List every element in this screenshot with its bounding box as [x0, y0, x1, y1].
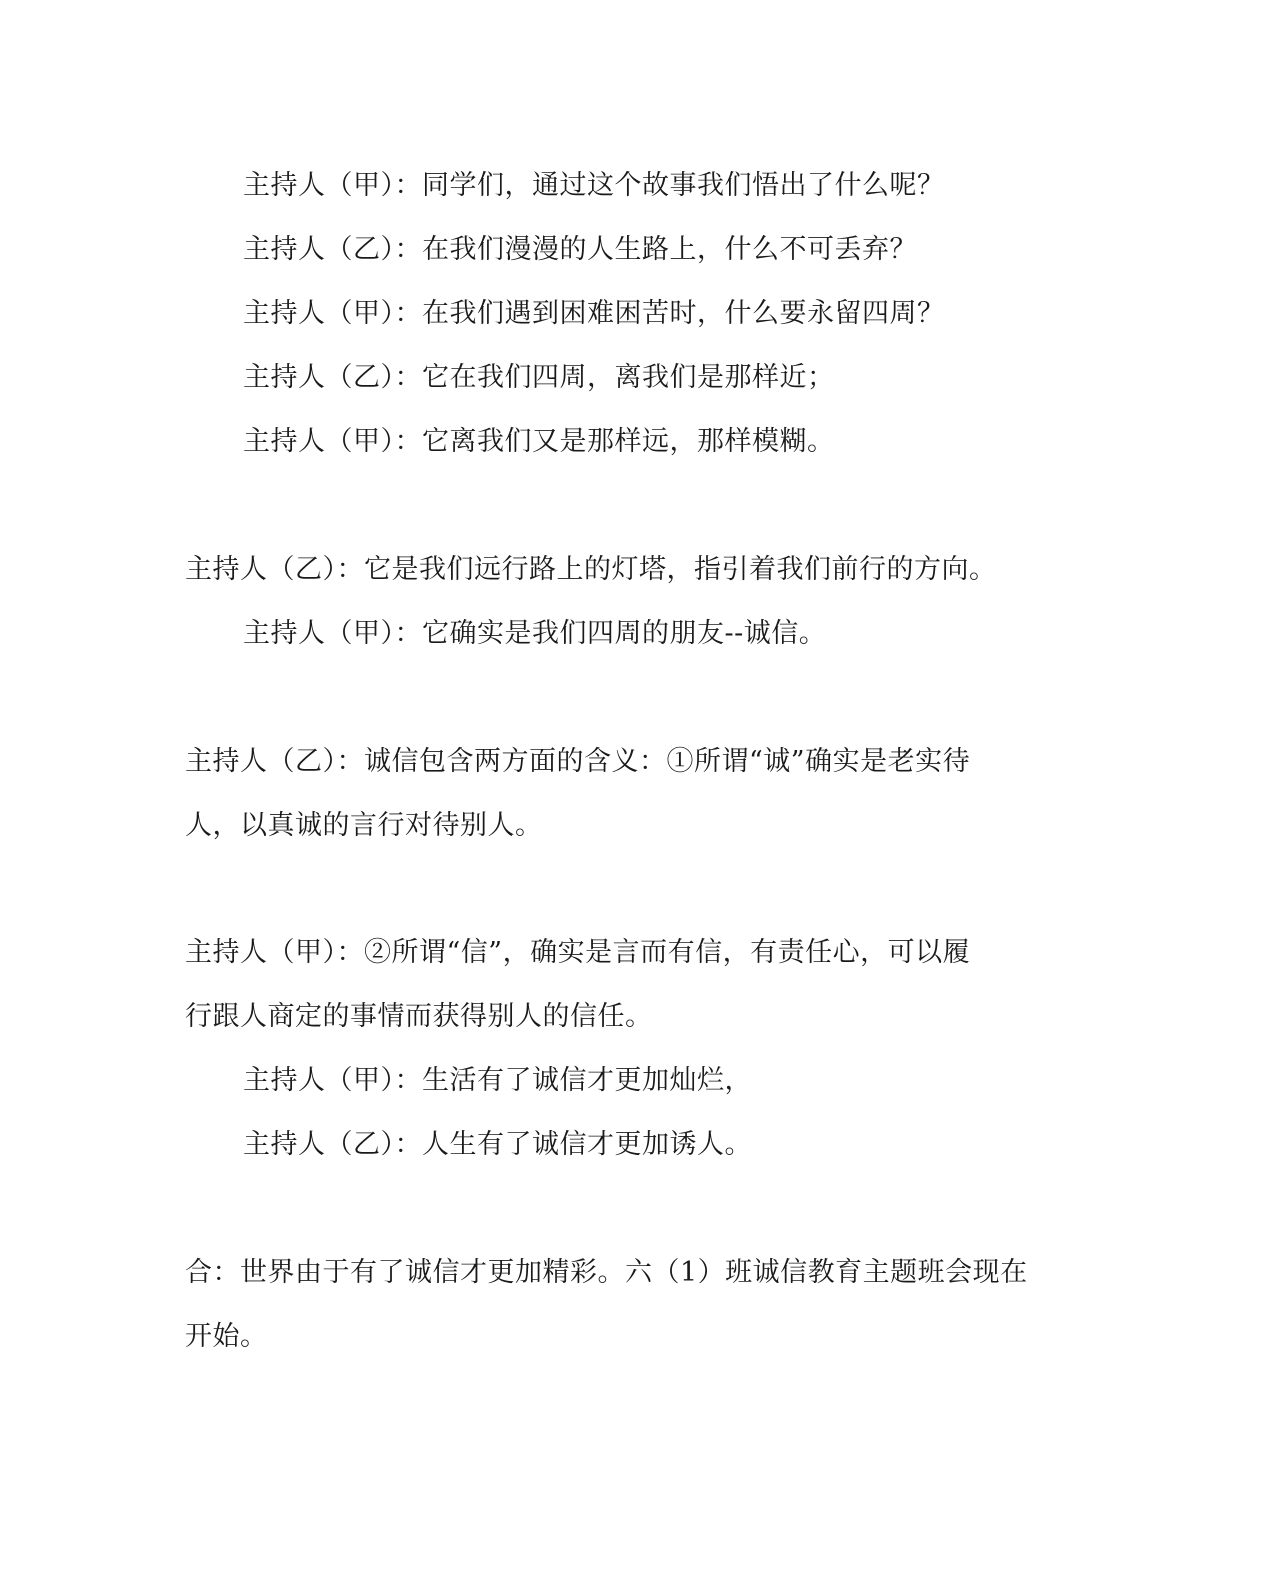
- dialogue-line: 主持人（甲）：在我们遇到困难困苦时，什么要永留四周？: [243, 298, 945, 329]
- dialogue-line: 主持人（乙）：诚信包含两方面的含义：①所谓“诚”确实是老实待: [185, 746, 971, 777]
- dialogue-line: 主持人（甲）：②所谓“信”，确实是言而有信，有责任心，可以履: [185, 937, 971, 968]
- dialogue-line: 主持人（甲）：它确实是我们四周的朋友--诚信。: [243, 618, 827, 649]
- dialogue-line: 主持人（甲）：它离我们又是那样远，那样模糊。: [243, 426, 835, 457]
- dialogue-line: 主持人（乙）：人生有了诚信才更加诱人。: [243, 1129, 752, 1160]
- dialogue-line: 主持人（乙）：在我们漫漫的人生路上，什么不可丢弃？: [243, 234, 917, 265]
- dialogue-line: 主持人（甲）：生活有了诚信才更加灿烂，: [243, 1065, 752, 1096]
- dialogue-line: 主持人（乙）：它是我们远行路上的灯塔，指引着我们前行的方向。: [185, 554, 997, 585]
- dialogue-line: 主持人（乙）：它在我们四周，离我们是那样近；: [243, 362, 835, 393]
- dialogue-line-continuation: 人，以真诚的言行对待别人。: [185, 810, 543, 841]
- closing-line-continuation: 开始。: [185, 1321, 268, 1352]
- closing-line: 合：世界由于有了诚信才更加精彩。六（1）班诚信教育主题班会现在: [185, 1257, 1028, 1288]
- dialogue-line: 主持人（甲）：同学们，通过这个故事我们悟出了什么呢？: [243, 170, 945, 201]
- dialogue-line-continuation: 行跟人商定的事情而获得别人的信任。: [185, 1001, 653, 1032]
